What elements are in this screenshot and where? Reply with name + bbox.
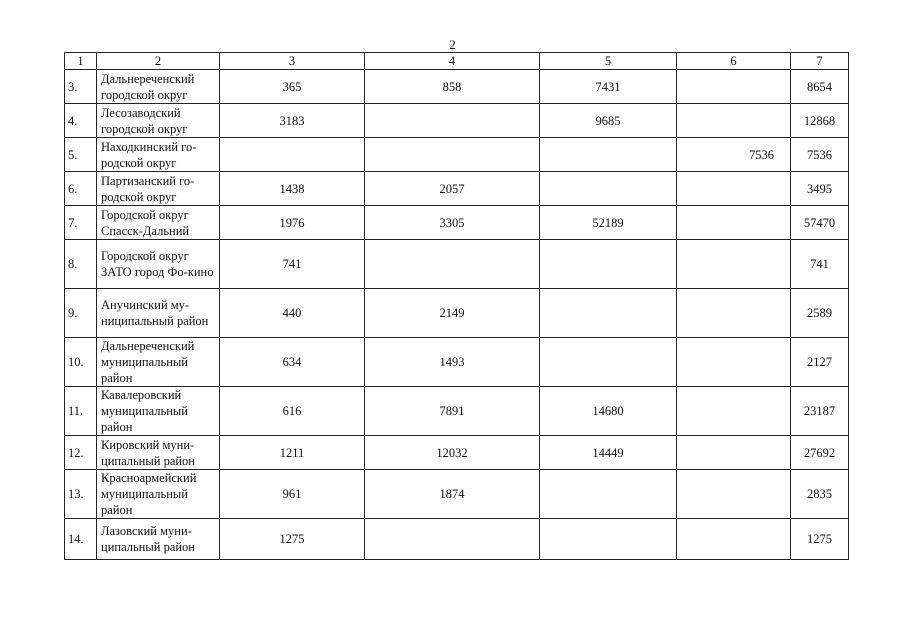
- row-number: 7.: [65, 206, 97, 240]
- municipality-name: Красноармейский муниципальный район: [97, 470, 220, 519]
- value-col6: [677, 519, 791, 560]
- value-col3: 365: [220, 70, 365, 104]
- data-table: [64, 52, 849, 560]
- value-col3: [220, 138, 365, 172]
- value-col5: [540, 519, 677, 560]
- row-number: 14.: [65, 519, 97, 560]
- value-total: 57470: [791, 206, 849, 240]
- value-col6: [677, 240, 791, 289]
- value-total: 23187: [791, 387, 849, 436]
- value-total: 2589: [791, 289, 849, 338]
- value-col3: 634: [220, 338, 365, 387]
- value-col6: [677, 70, 791, 104]
- value-total: 741: [791, 240, 849, 289]
- value-col4: 12032: [365, 436, 540, 470]
- value-col3: 1275: [220, 519, 365, 560]
- value-col6: [677, 172, 791, 206]
- value-col6: [677, 470, 791, 519]
- value-col5: [540, 138, 677, 172]
- value-col3: 1976: [220, 206, 365, 240]
- value-col5: 14680: [540, 387, 677, 436]
- value-col5: 7431: [540, 70, 677, 104]
- value-col5: [540, 289, 677, 338]
- value-col5: 52189: [540, 206, 677, 240]
- table-row: [65, 470, 849, 519]
- value-col3: 616: [220, 387, 365, 436]
- value-col5: 9685: [540, 104, 677, 138]
- table-row: [65, 172, 849, 206]
- value-col6: [677, 206, 791, 240]
- value-total: 7536: [791, 138, 849, 172]
- table-row: [65, 138, 849, 172]
- row-number: 6.: [65, 172, 97, 206]
- value-col4: [365, 519, 540, 560]
- value-total: 2127: [791, 338, 849, 387]
- value-col5: [540, 172, 677, 206]
- row-number: 4.: [65, 104, 97, 138]
- value-col4: [365, 240, 540, 289]
- column-header: 4: [365, 53, 540, 70]
- value-col4: 1493: [365, 338, 540, 387]
- row-number: 9.: [65, 289, 97, 338]
- value-col3: 1211: [220, 436, 365, 470]
- value-col6: [677, 436, 791, 470]
- value-col5: [540, 470, 677, 519]
- value-col6: 7536: [677, 138, 791, 172]
- value-col3: 961: [220, 470, 365, 519]
- row-number: 12.: [65, 436, 97, 470]
- value-col4: [365, 138, 540, 172]
- value-col6: [677, 104, 791, 138]
- value-col4: 7891: [365, 387, 540, 436]
- row-number: 5.: [65, 138, 97, 172]
- municipality-name: Кировский муни-ципальный район: [97, 436, 220, 470]
- table-row: [65, 206, 849, 240]
- municipality-name: Партизанский го-родской округ: [97, 172, 220, 206]
- value-col3: 3183: [220, 104, 365, 138]
- column-header: 5: [540, 53, 677, 70]
- column-header: 3: [220, 53, 365, 70]
- column-header: 6: [677, 53, 791, 70]
- municipality-name: Дальнереченский муниципальный район: [97, 338, 220, 387]
- municipality-name: Дальнереченский городской округ: [97, 70, 220, 104]
- municipality-name: Городской округ Спасск-Дальний: [97, 206, 220, 240]
- value-col5: [540, 338, 677, 387]
- value-col4: 3305: [365, 206, 540, 240]
- value-total: 8654: [791, 70, 849, 104]
- value-col3: 440: [220, 289, 365, 338]
- table-row: [65, 519, 849, 560]
- municipality-name: Кавалеровский муниципальный район: [97, 387, 220, 436]
- value-col6: [677, 289, 791, 338]
- municipality-name: Лазовский муни-ципальный район: [97, 519, 220, 560]
- row-number: 13.: [65, 470, 97, 519]
- value-total: 1275: [791, 519, 849, 560]
- municipality-name: Анучинский му-ниципальный район: [97, 289, 220, 338]
- table-row: [65, 104, 849, 138]
- value-col6: [677, 338, 791, 387]
- value-col3: 1438: [220, 172, 365, 206]
- value-col4: [365, 104, 540, 138]
- table-row: [65, 436, 849, 470]
- column-header: 7: [791, 53, 849, 70]
- value-col4: 858: [365, 70, 540, 104]
- municipality-name: Лесозаводский городской округ: [97, 104, 220, 138]
- table-row: [65, 338, 849, 387]
- row-number: 3.: [65, 70, 97, 104]
- column-header: 1: [65, 53, 97, 70]
- table-row: [65, 70, 849, 104]
- value-total: 3495: [791, 172, 849, 206]
- municipality-name: Городской округ ЗАТО город Фо-кино: [97, 240, 220, 289]
- column-header: 2: [97, 53, 220, 70]
- value-total: 12868: [791, 104, 849, 138]
- table-row: [65, 387, 849, 436]
- table-row: [65, 240, 849, 289]
- row-number: 11.: [65, 387, 97, 436]
- page-number: 2: [449, 37, 456, 52]
- row-number: 10.: [65, 338, 97, 387]
- value-col4: 2149: [365, 289, 540, 338]
- header-row: [65, 53, 849, 70]
- value-total: 2835: [791, 470, 849, 519]
- value-col5: [540, 240, 677, 289]
- value-col4: 1874: [365, 470, 540, 519]
- table-row: [65, 289, 849, 338]
- value-col3: 741: [220, 240, 365, 289]
- value-col6: [677, 387, 791, 436]
- value-col4: 2057: [365, 172, 540, 206]
- row-number: 8.: [65, 240, 97, 289]
- value-col5: 14449: [540, 436, 677, 470]
- municipality-name: Находкинский го-родской округ: [97, 138, 220, 172]
- value-total: 27692: [791, 436, 849, 470]
